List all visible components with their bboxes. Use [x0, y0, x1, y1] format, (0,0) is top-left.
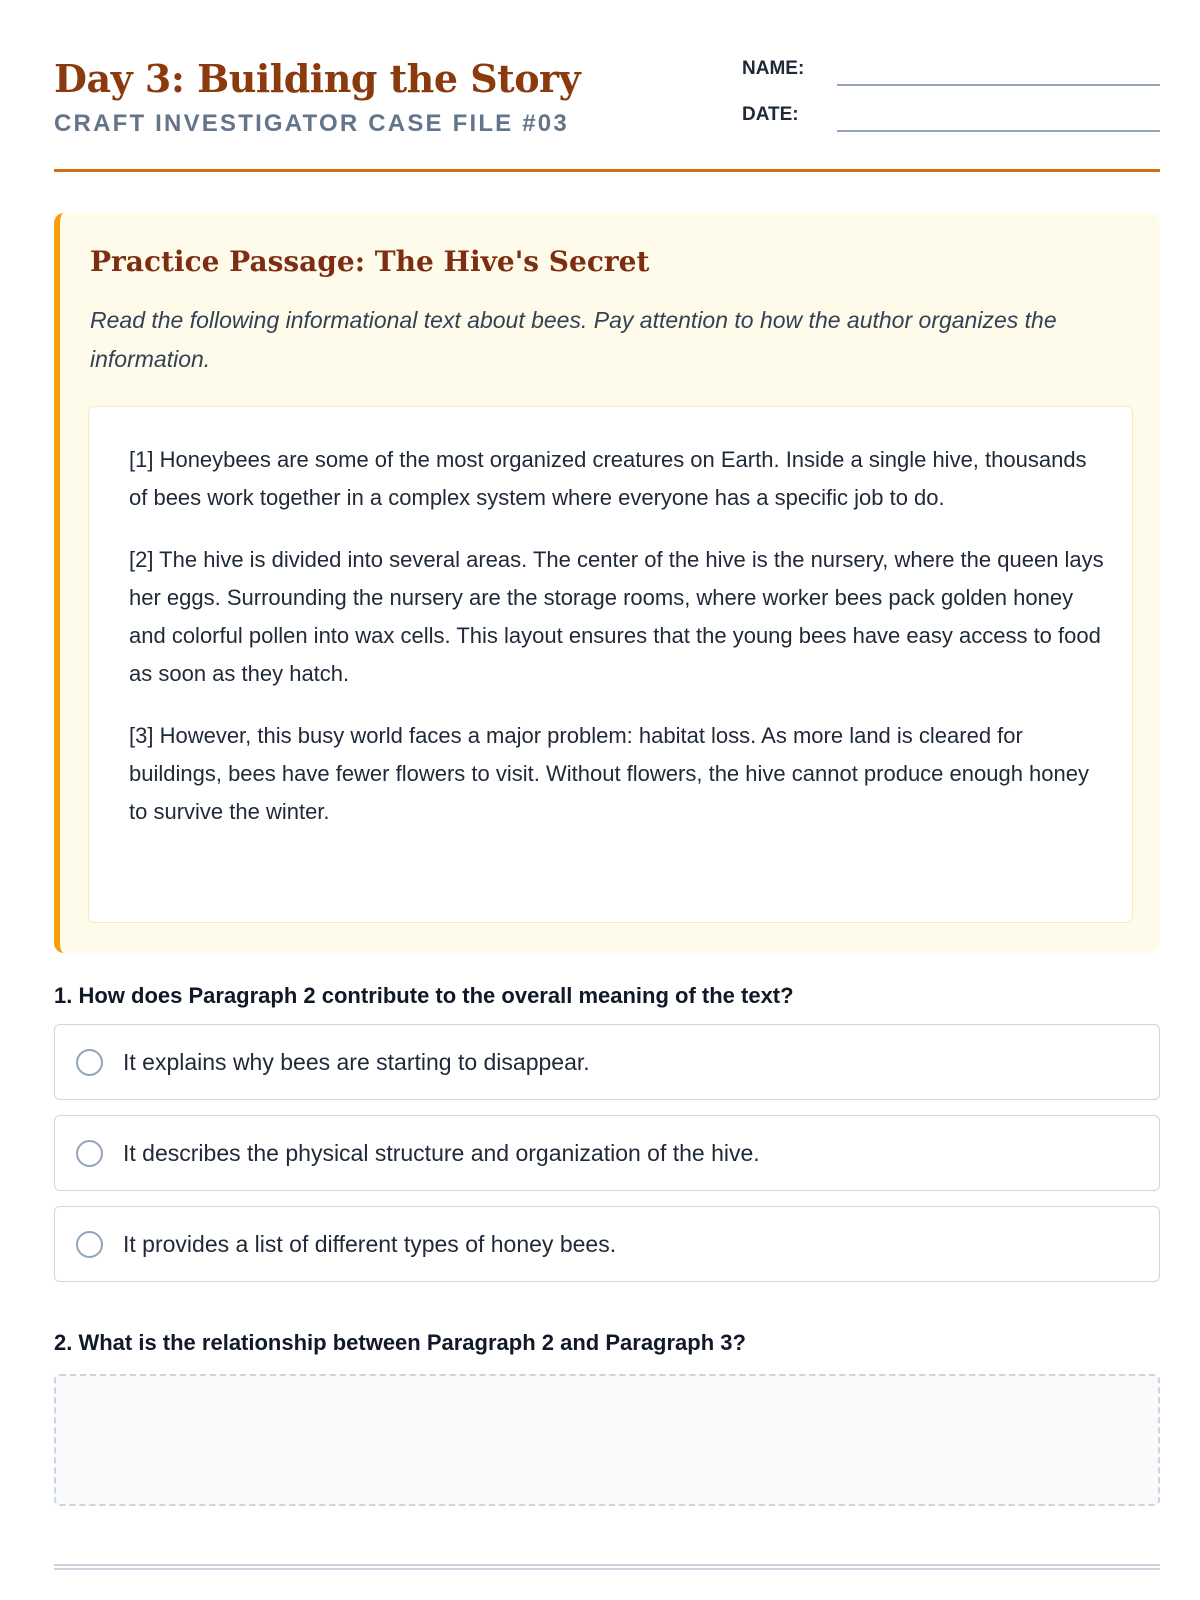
worksheet-header	[54, 0, 1160, 172]
passage-paragraph-1: [1] Honeybees are some of the most organized creatures on Earth. Inside a single hive, thousands of bees work together in a complex system where everyone has a specific job to do.	[129, 447, 1087, 510]
question-1-option-b[interactable]	[54, 1115, 1160, 1191]
name-label: NAME:	[742, 58, 805, 79]
footer-divider	[54, 1564, 1160, 1570]
radio-button[interactable]	[76, 1231, 103, 1258]
case-file-subtitle: CRAFT INVESTIGATOR CASE FILE #03	[54, 110, 569, 137]
passage-title: Practice Passage: The Hive's Secret	[90, 245, 650, 278]
passage-paragraph-3: [3] However, this busy world faces a major problem: habitat loss. As more land is cleared for buildings, bees have fewer flowers to visit. Without flowers, the hive cannot produce enough honey to survive the winter.	[129, 723, 1089, 824]
option-label: It describes the physical structure and organization of the hive.	[123, 1140, 760, 1166]
passage-text-card	[88, 406, 1133, 923]
question-2-answer-box[interactable]	[54, 1374, 1160, 1506]
option-label: It explains why bees are starting to disappear.	[123, 1049, 590, 1075]
passage-instructions: Read the following informational text about bees. Pay attention to how the author organizes the information.	[90, 307, 1057, 372]
question-1-option-c[interactable]	[54, 1206, 1160, 1282]
radio-button[interactable]	[76, 1140, 103, 1167]
date-label: DATE:	[742, 104, 799, 125]
question-2-text: 2. What is the relationship between Paragraph 2 and Paragraph 3?	[54, 1330, 746, 1355]
passage-paragraph-2: [2] The hive is divided into several areas. The center of the hive is the nursery, where the queen lays her eggs. Surrounding the nursery are the storage rooms, where worker bees pack golden honey and colorful pollen into wax cells. This layout ensures that the young bees have easy access to food as soon as they hatch.	[129, 547, 1104, 686]
practice-passage-panel	[54, 213, 1160, 953]
name-field[interactable]	[837, 84, 1160, 86]
option-label: It provides a list of different types of honey bees.	[123, 1231, 617, 1257]
date-field[interactable]	[837, 130, 1160, 132]
page-title: Day 3: Building the Story	[54, 56, 581, 101]
question-1-text: 1. How does Paragraph 2 contribute to the overall meaning of the text?	[54, 983, 794, 1008]
radio-button[interactable]	[76, 1049, 103, 1076]
question-1-option-a[interactable]	[54, 1024, 1160, 1100]
